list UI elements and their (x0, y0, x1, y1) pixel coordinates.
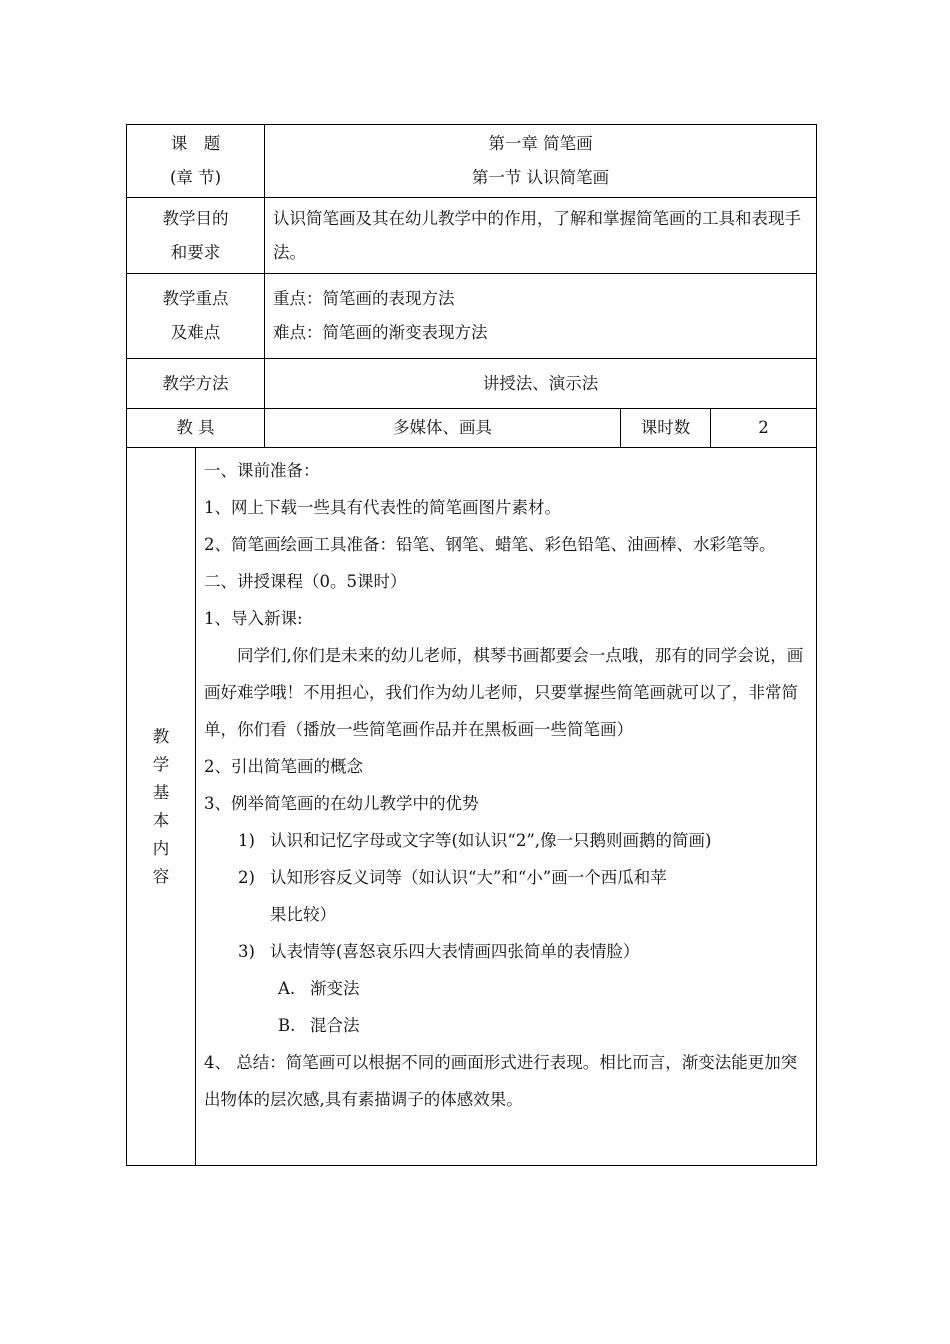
goal-label: 教学目的 和要求 (127, 198, 265, 274)
tools-value: 多媒体、画具 (265, 409, 621, 448)
difficult-point: 难点：简笔画的渐变表现方法 (273, 323, 488, 342)
intro-title: 1、导入新课: (204, 609, 303, 628)
prep-title: 一、课前准备： (204, 461, 320, 480)
goal-text: 认识简笔画及其在幼儿教学中的作用，了解和掌握简笔画的工具和表现手法。 (265, 198, 817, 274)
topic-row (127, 125, 817, 198)
content-side-label: 教 学 基 本 内 容 (127, 448, 196, 1166)
chapter-title: 第一章 简笔画 (488, 134, 593, 153)
method-value: 讲授法、演示法 (265, 359, 817, 409)
advantage-item: 1) 认识和记忆字母或文字等(如认识“2”,像一只鹅则画鹅的简画) (238, 831, 712, 850)
method-row (127, 359, 817, 409)
content-body (196, 448, 817, 1166)
key-points-value (265, 274, 817, 359)
hours-label: 课时数 (621, 409, 711, 448)
topic-label: 课 题 (章 节) (127, 125, 265, 198)
intro-text: 同学们,你们是未来的幼儿老师，棋琴书画都要会一点哦，那有的同学会说，画画好难学哦！不用担心，我们作为幼儿老师，只要掌握些简笔画就可以了，非常简单，你们看（播放一些简笔画作品并在黑板画一些简笔画） (204, 646, 804, 739)
key-points-label: 教学重点 及难点 (127, 274, 265, 359)
prep-item: 1、网上下载一些具有代表性的简笔画图片素材。 (204, 498, 561, 517)
advantage-item: 2) 认知形容反义词等（如认识“大”和“小”画一个西瓜和苹 (238, 868, 667, 887)
lesson-plan-table (126, 124, 817, 1166)
advantage-item: 3) 认表情等(喜怒哀乐四大表情画四张简单的表情脸） (238, 942, 640, 961)
method-label: 教学方法 (127, 359, 265, 409)
topic-value (265, 125, 817, 198)
advantage-title: 3、例举简笔画的在幼儿教学中的优势 (204, 794, 479, 813)
tools-label: 教 具 (127, 409, 265, 448)
advantage-item-continuation: 果比较） (270, 905, 336, 924)
hours-value: 2 (711, 409, 817, 448)
key-point: 重点：简笔画的表现方法 (273, 289, 455, 308)
method-sub-item: A. 渐变法 (278, 979, 360, 998)
goal-row (127, 198, 817, 274)
prep-item: 2、简笔画绘画工具准备：铅笔、钢笔、蜡笔、彩色铅笔、油画棒、水彩笔等。 (204, 535, 776, 554)
concept-title: 2、引出简笔画的概念 (204, 757, 363, 776)
lecture-title: 二、讲授课程（0。5课时） (204, 572, 407, 591)
key-points-row (127, 274, 817, 359)
section-title: 第一节 认识简笔画 (471, 168, 610, 187)
content-row (127, 448, 817, 1166)
method-sub-item: B. 混合法 (278, 1016, 360, 1035)
tools-row (127, 409, 817, 448)
summary-text: 4、 总结：简笔画可以根据不同的画面形式进行表现。相比而言，渐变法能更加突出物体的层次感,具有素描调子的体感效果。 (204, 1053, 798, 1109)
